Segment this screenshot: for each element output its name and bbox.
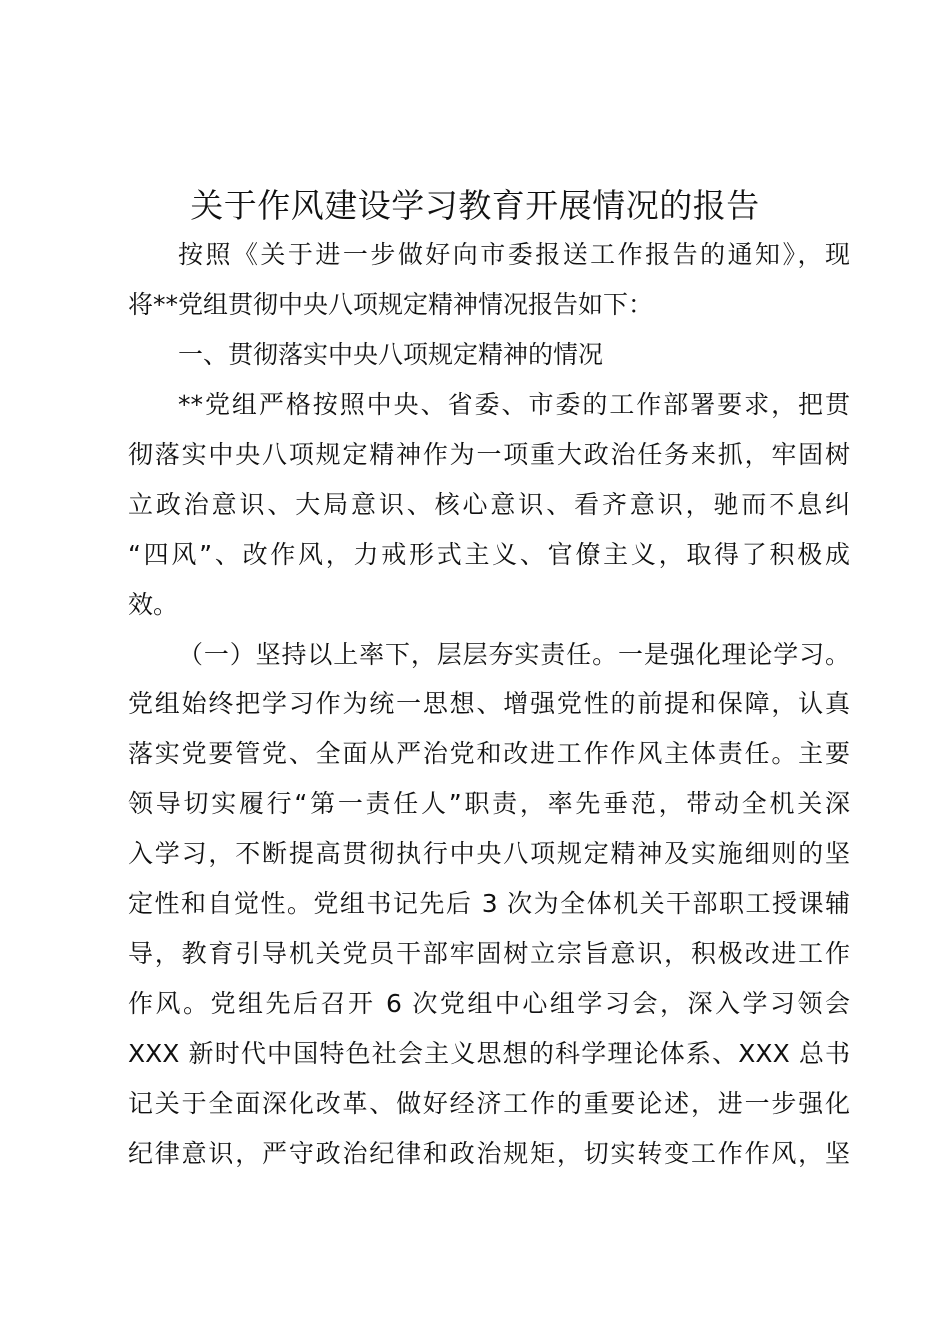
paragraph-line: 领导切实履行“第一责任人”职责，率先垂范，带动全机关深 [128,789,850,818]
section-heading: 一、贯彻落实中央八项规定精神的情况 [178,340,604,369]
paragraph-line: 定性和自觉性。党组书记先后 3 次为全体机关干部职工授课辅 [128,889,850,918]
paragraph-line: 效。 [128,590,179,619]
paragraph-line: 入学习，不断提高贯彻执行中央八项规定精神及实施细则的坚 [128,839,850,868]
paragraph-line: **党组严格按照中央、省委、市委的工作部署要求，把贯 [178,390,850,419]
paragraph-line: 党组始终把学习作为统一思想、增强党性的前提和保障，认真 [128,689,850,718]
paragraph-line: 彻落实中央八项规定精神作为一项重大政治任务来抓，牢固树 [128,440,850,469]
paragraph-line: 将**党组贯彻中央八项规定精神情况报告如下： [128,290,654,319]
paragraph-line: XXX 新时代中国特色社会主义思想的科学理论体系、XXX 总书 [128,1039,850,1068]
document-title: 关于作风建设学习教育开展情况的报告 [190,186,760,225]
paragraph-line: “四风”、改作风，力戒形式主义、官僚主义，取得了积极成 [128,540,850,569]
paragraph-line: 立政治意识、大局意识、核心意识、看齐意识，驰而不息纠 [128,490,850,519]
paragraph-line: 纪律意识，严守政治纪律和政治规矩，切实转变工作作风，坚 [128,1139,850,1168]
paragraph-line: 按照《关于进一步做好向市委报送工作报告的通知》，现 [178,240,850,269]
paragraph-line: 记关于全面深化改革、做好经济工作的重要论述，进一步强化 [128,1089,850,1118]
paragraph-line: 落实党要管党、全面从严治党和改进工作作风主体责任。主要 [128,739,850,768]
subsection-line: （一）坚持以上率下，层层夯实责任。一是强化理论学习。 [178,640,850,669]
paragraph-line: 作风。党组先后召开 6 次党组中心组学习会，深入学习领会 [128,989,850,1018]
paragraph-line: 导，教育引导机关党员干部牢固树立宗旨意识，积极改进工作 [128,939,850,968]
